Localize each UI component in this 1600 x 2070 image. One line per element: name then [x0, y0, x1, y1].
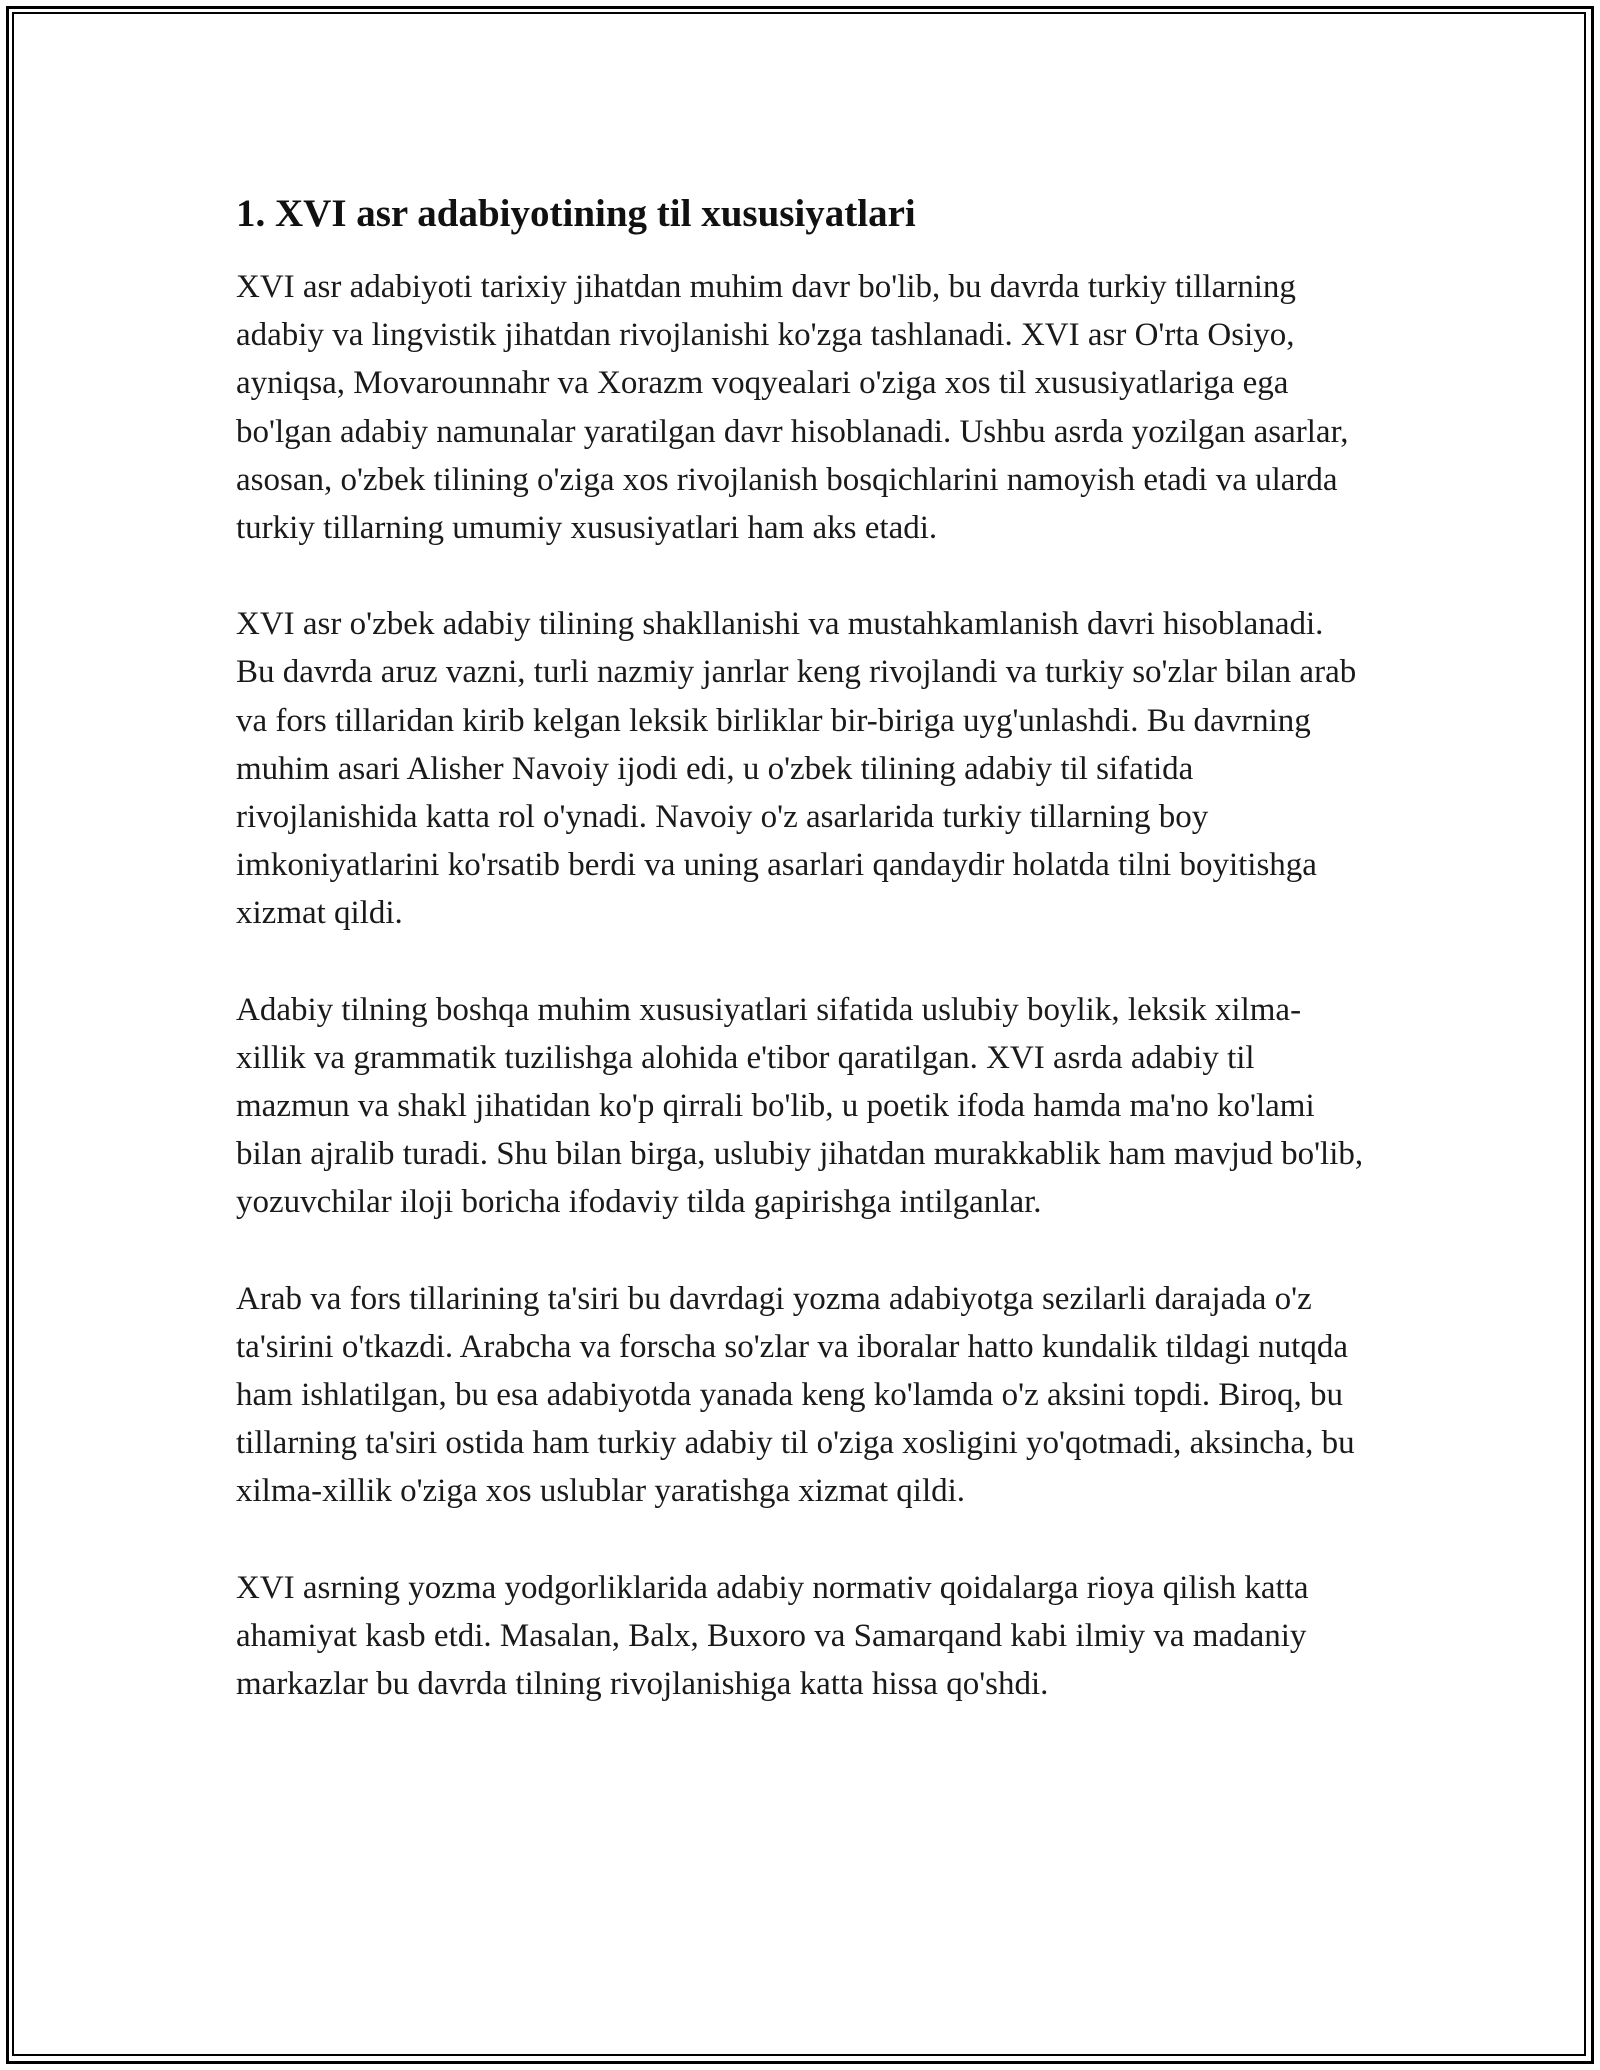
document-body	[236, 185, 1368, 1708]
section-heading: 1. XVI asr adabiyotining til xususiyatlari	[236, 192, 916, 235]
paragraph-5: XVI asrning yozma yodgorliklarida adabiy normativ qoidalarga rioya qilish katta ahamiyat kasb etdi. Masalan, Balx, Buxoro va Samarqand kabi ilmiy va madaniy markazlar bu davrda tilning rivojlanishiga katta hissa qo'shdi.	[236, 1569, 1309, 1703]
paragraph-3: Adabiy tilning boshqa muhim xususiyatlari sifatida uslubiy boylik, leksik xilma-xillik va grammatik tuzilishga alohida e'tibor qaratilgan. XVI asrda adabiy til mazmun va shakl jihatidan ko'p qirrali bo'lib, u poetik ifoda hamda ma'no ko'lami bilan ajralib turadi. Shu bilan birga, uslubiy jihatdan murakkablik ham mavjud bo'lib, yozuvchilar iloji boricha ifodaviy tilda gapirishga intilganlar.	[236, 991, 1364, 1221]
paragraph-4: Arab va fors tillarining ta'siri bu davrdagi yozma adabiyotga sezilarli darajada o'z ta'sirini o'tkazdi. Arabcha va forscha so'zlar va iboralar hatto kundalik tildagi nutqda ham ishlatilgan, bu esa adabiyotda yanada keng ko'lamda o'z aksini topdi. Biroq, bu tillarning ta'siri ostida ham turkiy adabiy til o'ziga xosligini yo'qotmadi, aksincha, bu xilma-xillik o'ziga xos uslublar yaratishga xizmat qildi.	[236, 1280, 1355, 1510]
paragraph-2: XVI asr o'zbek adabiy tilining shakllanishi va mustahkamlanish davri hisoblanadi. Bu davrda aruz vazni, turli nazmiy janrlar keng rivojlandi va turkiy so'zlar bilan arab va fors tillaridan kirib kelgan leksik birliklar bir-biriga uyg'unlashdi. Bu davrning muhim asari Alisher Navoiy ijodi edi, u o'zbek tilining adabiy til sifatida rivojlanishida katta rol o'ynadi. Navoiy o'z asarlarida turkiy tillarning boy imkoniyatlarini ko'rsatib berdi va uning asarlari qandaydir holatda tilni boyitishga xizmat qildi.	[236, 606, 1357, 932]
paragraph-1: XVI asr adabiyoti tarixiy jihatdan muhim davr bo'lib, bu davrda turkiy tillarning adabiy va lingvistik jihatdan rivojlanishi ko'zga tashlanadi. XVI asr O'rta Osiyo, ayniqsa, Movarounnahr va Xorazm voqyealari o'ziga xos til xususiyatlariga ega bo'lgan adabiy namunalar yaratilgan davr hisoblanadi. Ushbu asrda yozilgan asarlar, asosan, o'zbek tilining o'ziga xos rivojlanish bosqichlarini namoyish etadi va ularda turkiy tillarning umumiy xususiyatlari ham aks etadi.	[236, 269, 1349, 547]
